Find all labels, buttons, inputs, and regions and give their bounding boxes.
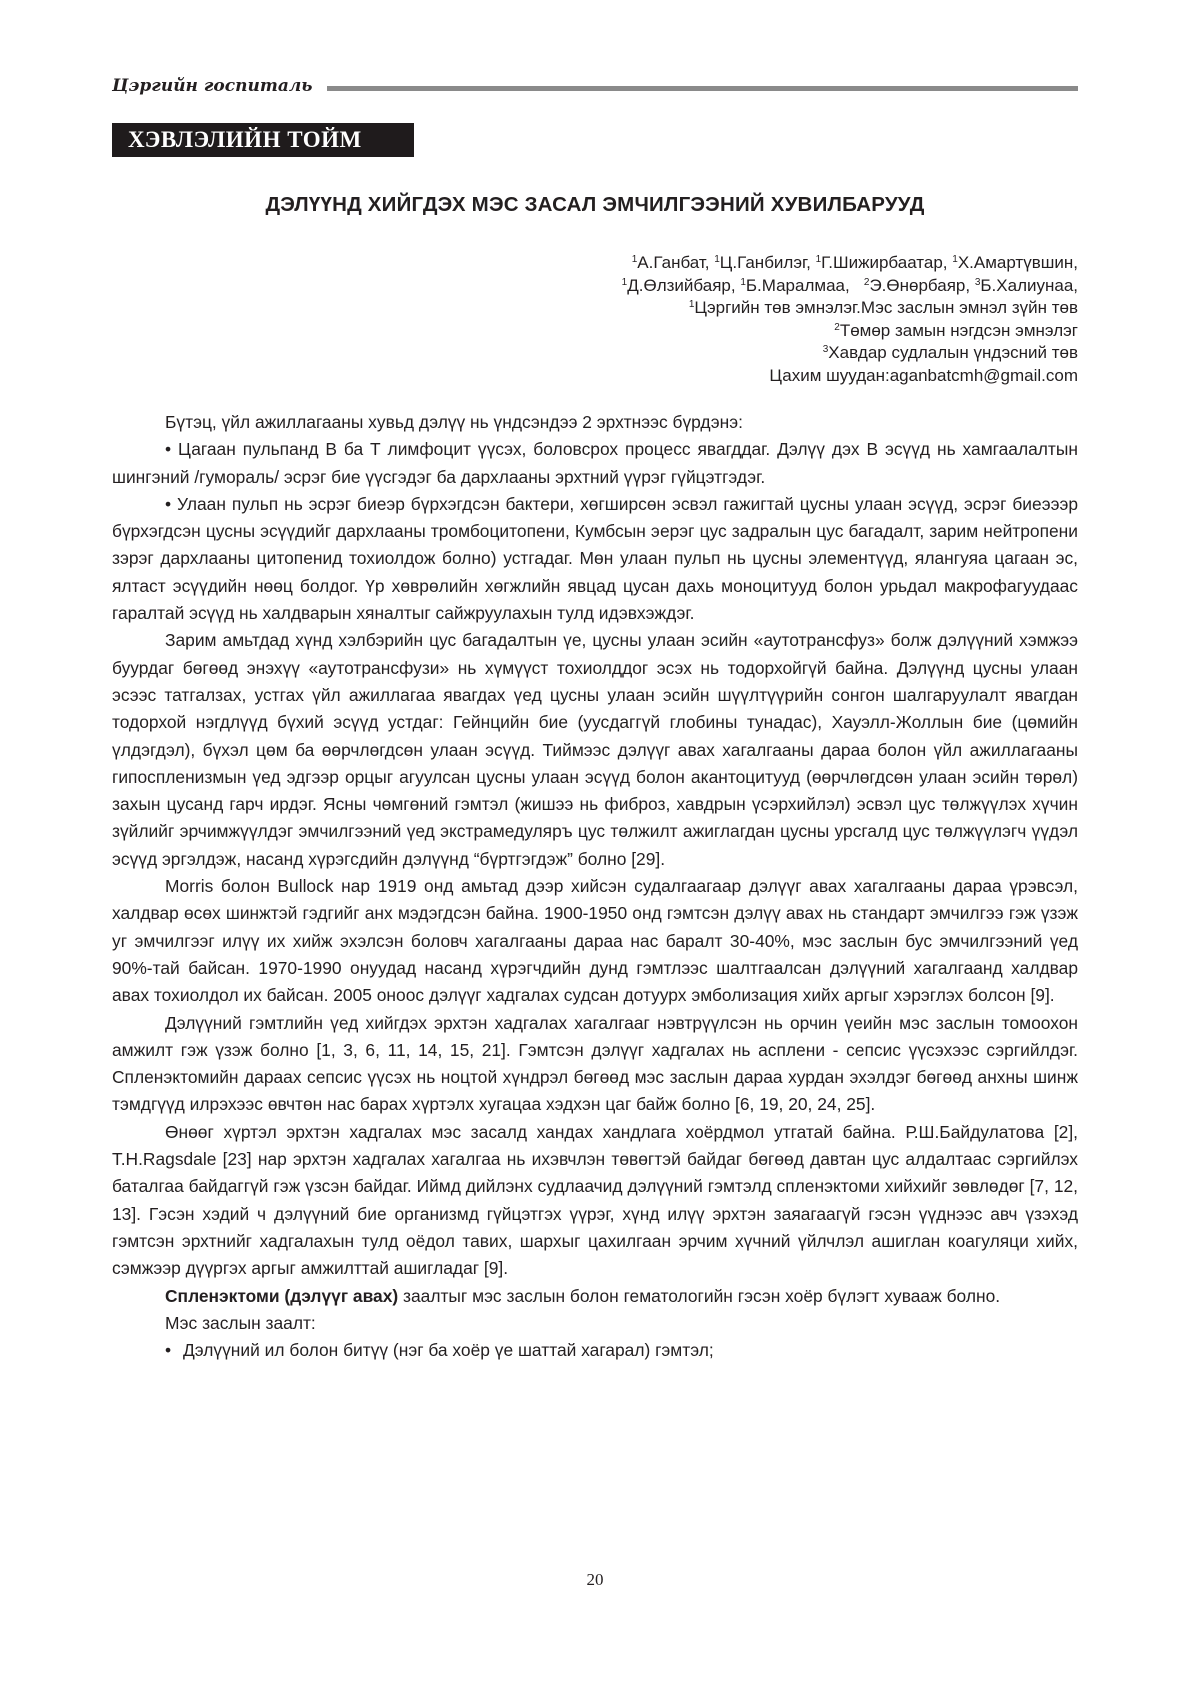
paragraph-history: Morris болон Bullock нар 1919 онд амьтад дээр хийсэн судалгаагаар дэлүүг авах хагалгааны дараа үрэвсэл, халдвар өсөх шинжтэй гэдгийг анх мэдэгдсэн байна. 1900-1950 онд гэмтсэн дэлүү авах нь стандарт эмчилгээ гэж үзэж уг эмчилгээг илүү их хийж эхэлсэн боловч хагалгааны дараа нас баралт 30-40%, мэс заслын бус эмчилгээний үед 90%-тай байсан. 1970-1990 онуудад насанд хүрэгчдийн дунд гэмтлээс шалтгаалсан дэлүүний хагалгаанд халдвар авах тохиолдол их байсан. 2005 оноос дэлүүг хадгалах судсан дотуурх эмболизация хийх аргыг хэрэглэх болсон [9].: [112, 876, 1078, 1006]
author-name: Э.Өнөрбаяр,: [869, 275, 975, 295]
affiliation-marker: 3: [974, 276, 981, 288]
bullet-icon: •: [165, 1340, 172, 1361]
affiliation-text: Цэргийн төв эмнэлэг.Мэс заслын эмнэл зүйн төв: [694, 298, 1078, 318]
paragraph-splenectomy-indications: [112, 1283, 1078, 1310]
paragraph-intro: Бүтэц, үйл ажиллагааны хувьд дэлүү нь үндсэндээ 2 эрхтнээс бүрдэнэ:: [165, 412, 743, 432]
author-block: [622, 252, 1078, 388]
affiliation-marker: 1: [740, 276, 746, 288]
article-body: [112, 409, 1078, 1364]
author-name: Д.Өлзийбаяр,: [627, 275, 741, 295]
paragraph-organ-preservation: Дэлүүний гэмтлийн үед хийгдэх эрхтэн хадгалах хагалгааг нэвтрүүлсэн нь орчин үеийн мэс заслын томоохон амжилт гэж үзэж болно [1, 3, 6, 11, 14, 15, 21]. Гэмтсэн дэлүүг хадгалах нь асплени - сепсис үүсэхээс сэргийлдэг. Спленэктомийн дараах сепсис үүсэх нь ноцтой хүндрэл бөгөөд мэс заслын дараа хурдан эхэлдэг бөгөөд анхны шинж тэмдгүүд илрэхээс өвчтөн нас барах хүртэлх хугацаа хэдхэн цаг байж болно [6, 19, 20, 24, 25].: [112, 1012, 1078, 1115]
author-name: Б.Халиунаа,: [980, 275, 1078, 295]
paragraph-surgical-indications-heading: Мэс заслын заалт:: [165, 1312, 316, 1333]
article-title: ДЭЛҮҮНД ХИЙГДЭХ МЭС ЗАСАЛ ЭМЧИЛГЭЭНИЙ ХУВИЛБАРУУД: [265, 193, 925, 216]
paragraph-controversy: Өнөөг хүртэл эрхтэн хадгалах мэс засалд хандах хандлага хоёрдмол утгатай байна. Р.Ш.Байдулатова [2], T.H.Ragsdale [23] нар эрхтэн хадгалах хагалгаа нь ихэвчлэн төвөгтэй байдаг бөгөөд давтан цус алдалтаас сэргийлэх баталгаа байдаггүй гэж үзсэн байдаг. Иймд дийлэнх судлаачид дэлүүний гэмтэлд спленэктоми хийхийг зөвлөдөг [7, 12, 13]. Гэсэн хэдий ч дэлүүний бие организмд гүйцэтгэх үүрэг, хүнд илүү эрхтэн заяагаагүй гэсэн үүднээс авч үзэхэд гэмтсэн эрхтнийг хадгалахын тулд оёдол тавих, шархыг цахилгаан эрчим хүчний үйлчлэл ашиглан коагуляци хийх, сэмжээр дүүргэх аргыг амжилттай ашигладаг [9].: [112, 1121, 1078, 1279]
paragraph-white-pulp: • Цагаан пульпанд В ба Т лимфоцит үүсэх, боловсрох процесс явагддаг. Дэлүү дэх В эсүүд нь хамгаалалтын шингэний /гумораль/ эсрэг бие үүсгэдэг ба дархлааны эрхтний үүрэг гүйцэтгэдэг.: [112, 439, 1078, 487]
contact-email: Цахим шуудан:aganbatcmh@gmail.com: [769, 365, 1078, 385]
affiliation-marker: 2: [834, 321, 840, 333]
bold-term: Спленэктоми (дэлүүг авах): [165, 1285, 399, 1306]
affiliation-1: [622, 297, 1078, 320]
bullet-item: [112, 1337, 1078, 1364]
affiliation-2: [622, 320, 1078, 343]
affiliation-text: Хавдар судлалын үндэсний төв: [828, 343, 1078, 363]
journal-name: Цэргийн госпиталь: [112, 76, 313, 96]
section-tag: ХЭВЛЭЛИЙН ТОЙМ: [112, 123, 414, 157]
page-number: 20: [586, 1570, 604, 1589]
affiliation-marker: 1: [714, 254, 720, 265]
running-header: [112, 76, 1078, 96]
affiliation-text: Төмөр замын нэгдсэн эмнэлэг: [839, 320, 1078, 340]
bullet-text: Дэлүүний ил болон битүү (нэг ба хоёр үе шаттай хагарал) гэмтэл;: [183, 1340, 714, 1361]
paragraph-text: заалтыг мэс заслын болон гематологийн гэсэн хоёр бүлэгт хуваaж болно.: [398, 1285, 1001, 1306]
header-rule: [327, 86, 1078, 91]
paragraph-red-pulp: • Улаан пульп нь эсрэг биеэр бүрхэгдсэн бактери, хөгширсөн эсвэл гажигтай цусны улаан эсүүд, эсрэг биеэээр бүрхэгдсэн цусны эсүүдийг дархлааны тромбоцитопени, Кумбсын эерэг цус задралын цус багадалт, зарим нейтропени зэрэг дархлааны цитопенид тохиолдож болно) устгадаг. Мөн улаан пульп нь цусны элементүүд, ялангуяа цагаан эс, ялтаст эсүүдийн нөөц болдог. Үр хөврөлийн хөгжлийн явцад цусан дахь моноцитууд болон урьдал макрофагуудаас гаралтай эсүүд нь халдварын хяналтыг сайжруулахын тулд идэвхэждэг.: [112, 493, 1078, 624]
affiliation-marker: 1: [621, 276, 628, 288]
paragraph-autotransfusion: Зарим амьтдад хүнд хэлбэрийн цус багадалтын үе, цусны улаан эсийн «аутотрансфуз» болж дэлүүний хэмжээ буурдаг бөгөөд энэхүү «аутотрансфузи» нь хүмүүст тохиолддог эсэх нь тодорхойгүй байна. Дэлүүнд цусны улаан эсээс татгалзах, устгах үйл ажиллагаа явагдах үед цусны улаан эсийн шүүлтүүрийн сонгон шалгаруулалт явагдан тодорхой нэгдлүүд бүхий эсүүд устдаг: Гейнцийн бие (уусдаггүй глобины тунадас), Хауэлл-Жоллын бие (цөмийн үлдэгдэл), бүхэл цөм ба өөрчлөгдсөн улаан эсүүд. Тиймээс дэлүүг авах хагалгааны дараа болон үйл ажиллагааны гипоспленизмын үед эдгээр орцыг агуулсан цусны улаан эсүүд болон акантоцитууд (өөрчлөгдсөн улаан эсийн төрөл) захын цусанд гарч ирдэг. Ясны чөмгөний гэмтэл (жишээ нь фиброз, хавдрын үсэрхийлэл) эсвэл цус төлжүүлэх хүчин зүйлийг эрчимжүүлдэг эмчилгээний үед экстрамедуляръ цус төлжилт ажиглагдан цусны урсгалд цус төлжүүлэгч үүдэл эсүүд эргэлдэж, насанд хүрэгсдийн дэлүүнд “бүртгэгдэж” болно [29].: [112, 630, 1078, 869]
affiliation-marker: 1: [952, 254, 958, 265]
author-name: Ц.Ганбилэг,: [719, 253, 816, 272]
affiliation-3: [622, 342, 1078, 365]
affiliation-marker: 1: [815, 254, 822, 265]
author-name: Х.Амартүвшин,: [957, 253, 1078, 272]
authors-line-2: [622, 275, 1078, 298]
author-name: Б.Маралмаа,: [745, 275, 860, 295]
affiliation-marker: 3: [822, 344, 829, 356]
author-name: Г.Шижирбаатар,: [821, 253, 953, 272]
affiliation-marker: 1: [688, 299, 695, 311]
affiliation-marker: 2: [863, 276, 870, 288]
author-name: А.Ганбат,: [637, 253, 715, 272]
affiliation-marker: 1: [631, 254, 638, 265]
authors-line-1: [622, 252, 1078, 275]
